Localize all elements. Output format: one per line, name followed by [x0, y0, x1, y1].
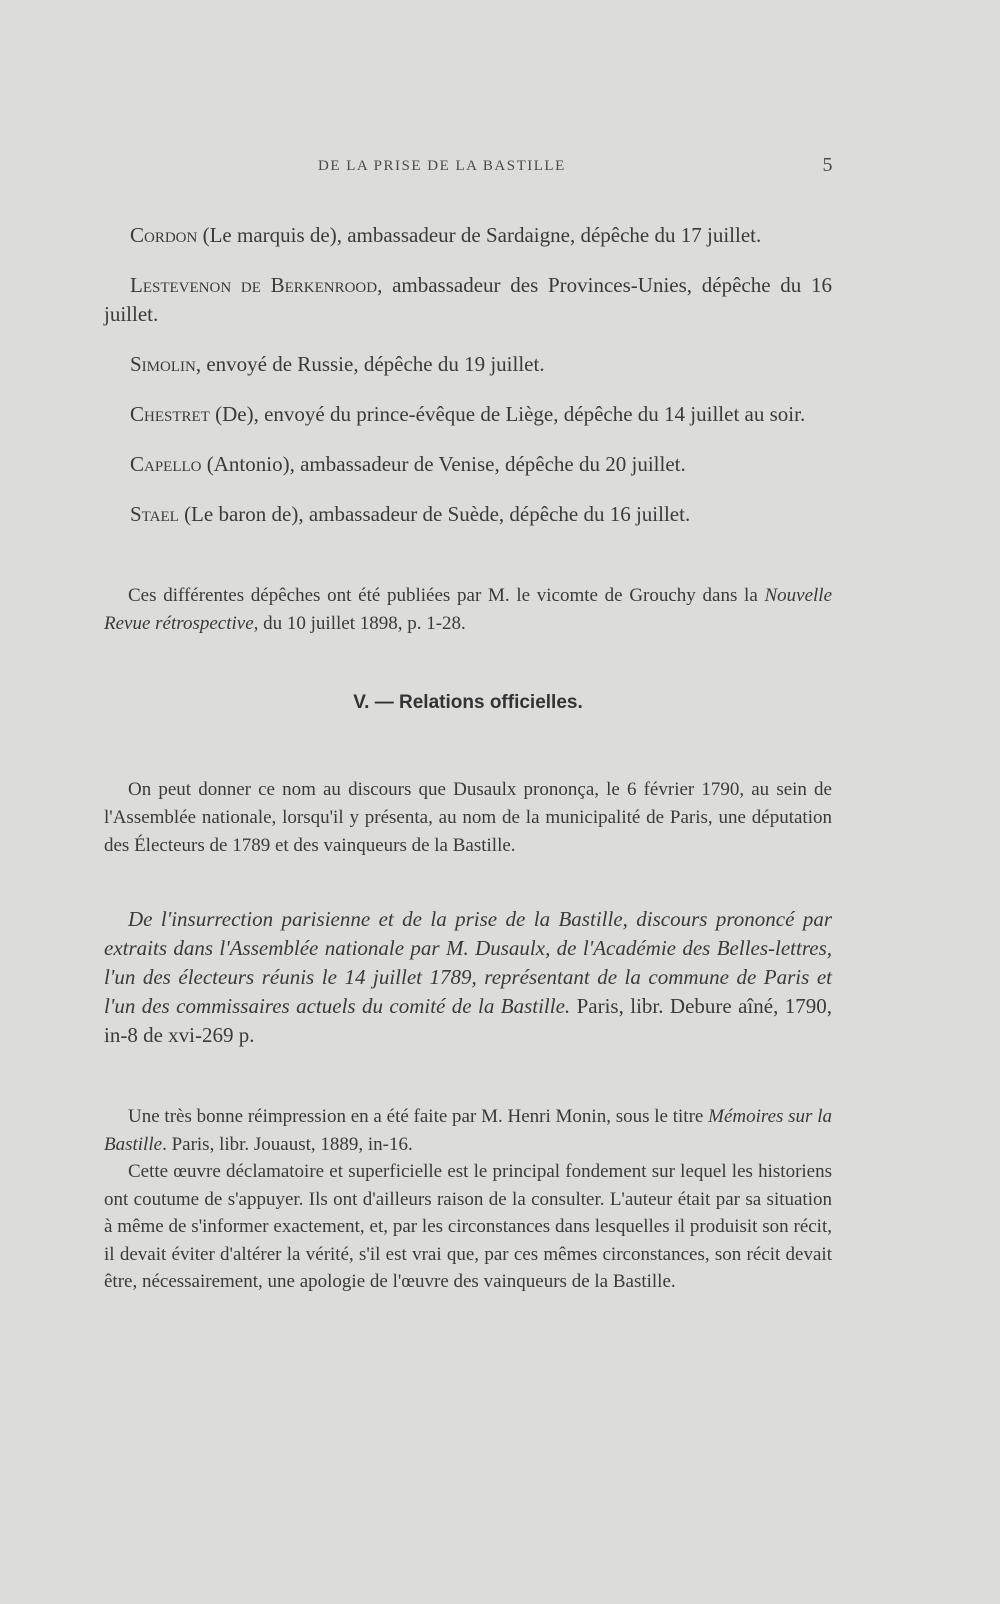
dispatch-entry [104, 450, 832, 479]
entry-text: (Antonio), ambassadeur de Venise, dépêche du 20 juillet. [201, 452, 686, 476]
paragraph-intro: On peut donner ce nom au discours que Dusaulx prononça, le 6 février 1790, au sein de l'Assemblée nationale, lorsqu'il y présenta, au nom de la municipalité de Paris, une députation des Électeurs de 1789 et des vainqueurs de la Bastille. [104, 779, 832, 856]
dispatch-entry [104, 400, 832, 429]
entry-text: (Le baron de), ambassadeur de Suède, dépêche du 16 juillet. [178, 502, 691, 526]
entry-text: (De), envoyé du prince-évêque de Liège, dépêche du 14 juillet au soir. [209, 402, 806, 426]
paragraph-reprint: Une très bonne réimpression en a été faite par M. Henri Monin, sous le titre Mémoires sur la Bastille. Paris, libr. Jouaust, 1889, in-16. [104, 1106, 833, 1155]
section-heading: V. — Relations officielles. [353, 692, 583, 713]
entry-name: Cordon [130, 223, 198, 247]
dispatch-list [104, 200, 832, 542]
entry-text: (Le marquis de), ambassadeur de Sardaigne, dépêche du 17 juillet. [197, 223, 762, 247]
dispatch-entry [104, 350, 832, 379]
journal-title: Nouvelle Revue rétrospective [104, 585, 832, 634]
paragraph-assessment: Cette œuvre déclamatoire et superficielle est le principal fondement sur lequel les historiens ont coutume de s'appuyer. Ils ont d'ailleurs raison de la consulter. L'auteur était par sa situation à même de s'informer exactement, et, par les circonstances dans lesquelles il produisit son récit, il devait éviter d'altérer la vérité, s'il est vrai que, par ces mêmes circonstances, son récit devait être, nécessairement, une apologie de l'œuvre des vainqueurs de la Bastille. [104, 1161, 832, 1292]
page-number: 5 [822, 154, 834, 176]
entry-name: Capello [130, 452, 202, 476]
bibliographic-entry [104, 905, 832, 1050]
entry-text: , envoyé de Russie, dépêche du 19 juillet. [195, 352, 545, 376]
entry-name: Chestret [130, 402, 210, 426]
dispatch-entry [104, 221, 832, 250]
entry-text: , ambassadeur des Provinces-Unies, dépêche du 16 juillet. [104, 273, 832, 326]
reprint-title: Mémoires sur la Bastille [104, 1106, 833, 1155]
entry-name: Lestevenon de Berkenrood [130, 273, 378, 297]
work-imprint: Paris, libr. Debure aîné, 1790, in-8 de xvi-269 p. [104, 994, 832, 1047]
entry-name: Simolin [130, 352, 196, 376]
running-title: DE LA PRISE DE LA BASTILLE [318, 158, 566, 174]
dispatch-entry [104, 271, 832, 329]
dispatch-entry [104, 500, 832, 529]
entry-name: Stael [130, 502, 179, 526]
work-title: De l'insurrection parisienne et de la prise de la Bastille, discours prononcé par extraits dans l'Assemblée nationale par M. Dusaulx, de l'Académie des Belles-lettres, l'un des électeurs réunis le 14 juillet 1789, représentant de la commune de Paris et l'un des commissaires actuels du comité de la Bastille. [104, 907, 832, 1018]
publication-note: Ces différentes dépêches ont été publiées par M. le vicomte de Grouchy dans la Nouvelle Revue rétrospective, du 10 juillet 1898, p. 1-28. [104, 585, 832, 634]
